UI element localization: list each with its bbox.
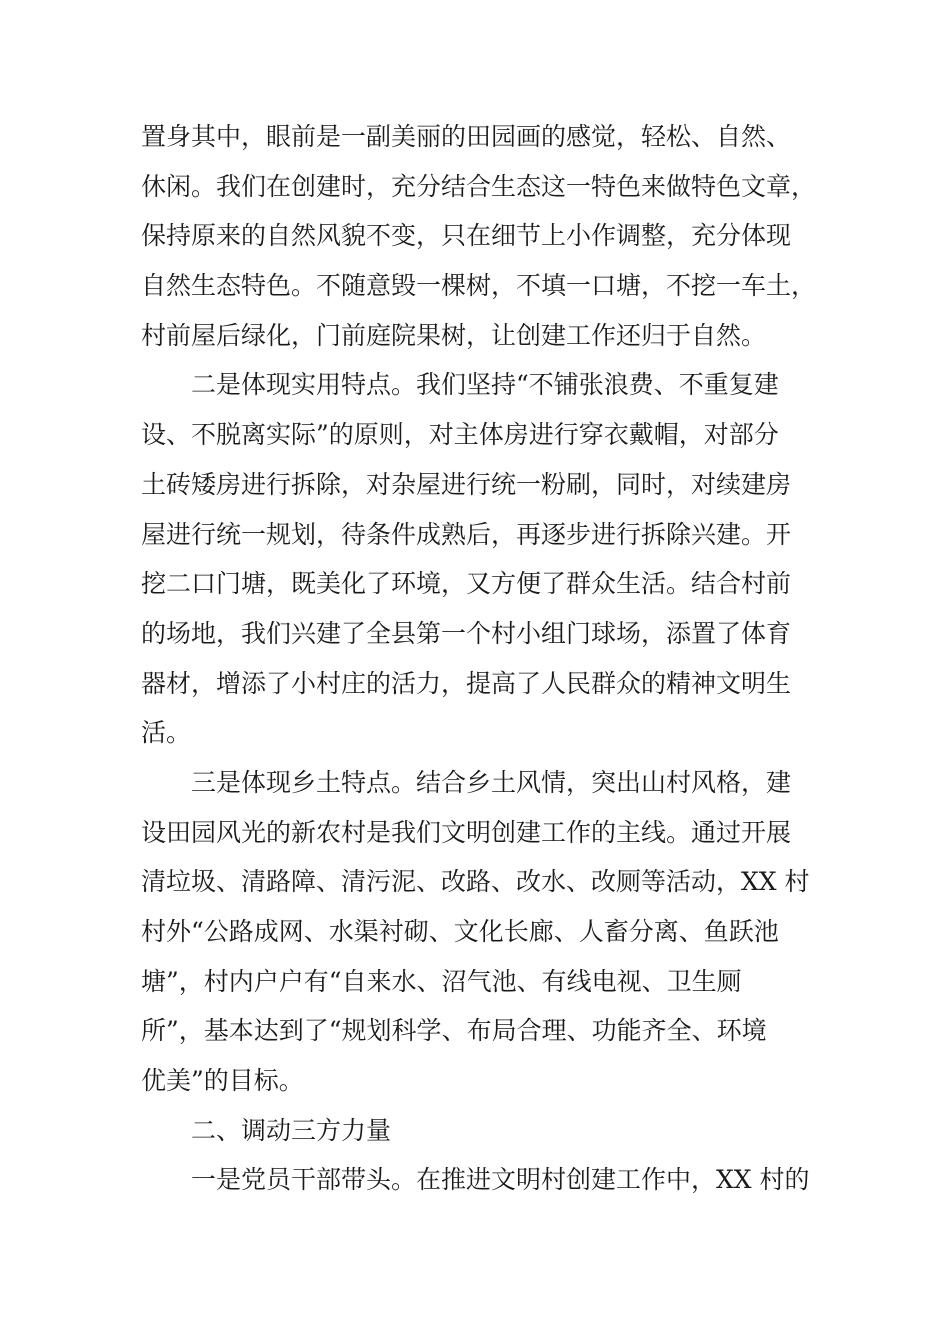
text-line: 土砖矮房进行拆除，对杂屋进行统一粉刷，同时，对续建房	[141, 469, 792, 499]
text-line: 活。	[141, 718, 192, 748]
text-line: 塘”，村内户户有“自来水、沼气池、有线电视、卫生厕	[141, 966, 742, 996]
text-line: 清垃圾、清路障、清污泥、改路、改水、改厕等活动，XX 村	[141, 867, 810, 897]
text-line: 优美”的目标。	[141, 1066, 304, 1096]
section-heading: 二、调动三方力量	[191, 1115, 392, 1145]
text-line: 村前屋后绿化，门前庭院果树，让创建工作还归于自然。	[141, 320, 767, 350]
text-line: 休闲。我们在创建时，充分结合生态这一特色来做特色文章，	[141, 171, 817, 201]
paragraph-start-line: 二是体现实用特点。我们坚持“不铺张浪费、不重复建	[191, 370, 779, 400]
text-line: 器材，增添了小村庄的活力，提高了人民群众的精神文明生	[141, 668, 792, 698]
text-line: 的场地，我们兴建了全县第一个村小组门球场，添置了体育	[141, 618, 792, 648]
paragraph-start-line: 三是体现乡土特点。结合乡土风情，突出山村风格，建	[191, 767, 792, 797]
document-body	[141, 112, 821, 1205]
text-line: 屋进行统一规划，待条件成熟后，再逐步进行拆除兴建。开	[141, 519, 792, 549]
text-line: 设、不脱离实际”的原则，对主体房进行穿衣戴帽，对部分	[141, 420, 779, 450]
paragraph-start-line: 一是党员干部带头。在推进文明村创建工作中，XX 村的	[191, 1165, 810, 1195]
text-line: 置身其中，眼前是一副美丽的田园画的感觉，轻松、自然、	[141, 122, 792, 151]
text-line: 保持原来的自然风貌不变，只在细节上小作调整，充分体现	[141, 221, 792, 251]
text-line: 村外“公路成网、水渠衬砌、文化长廊、人畜分离、鱼跃池	[141, 917, 779, 946]
text-line: 挖二口门塘，既美化了环境，又方便了群众生活。结合村前	[141, 569, 792, 599]
text-line: 自然生态特色。不随意毁一棵树，不填一口塘，不挖一车土，	[141, 271, 817, 301]
text-line: 所”，基本达到了“规划科学、布局合理、功能齐全、环境	[141, 1016, 767, 1046]
text-line: 设田园风光的新农村是我们文明创建工作的主线。通过开展	[141, 817, 792, 847]
